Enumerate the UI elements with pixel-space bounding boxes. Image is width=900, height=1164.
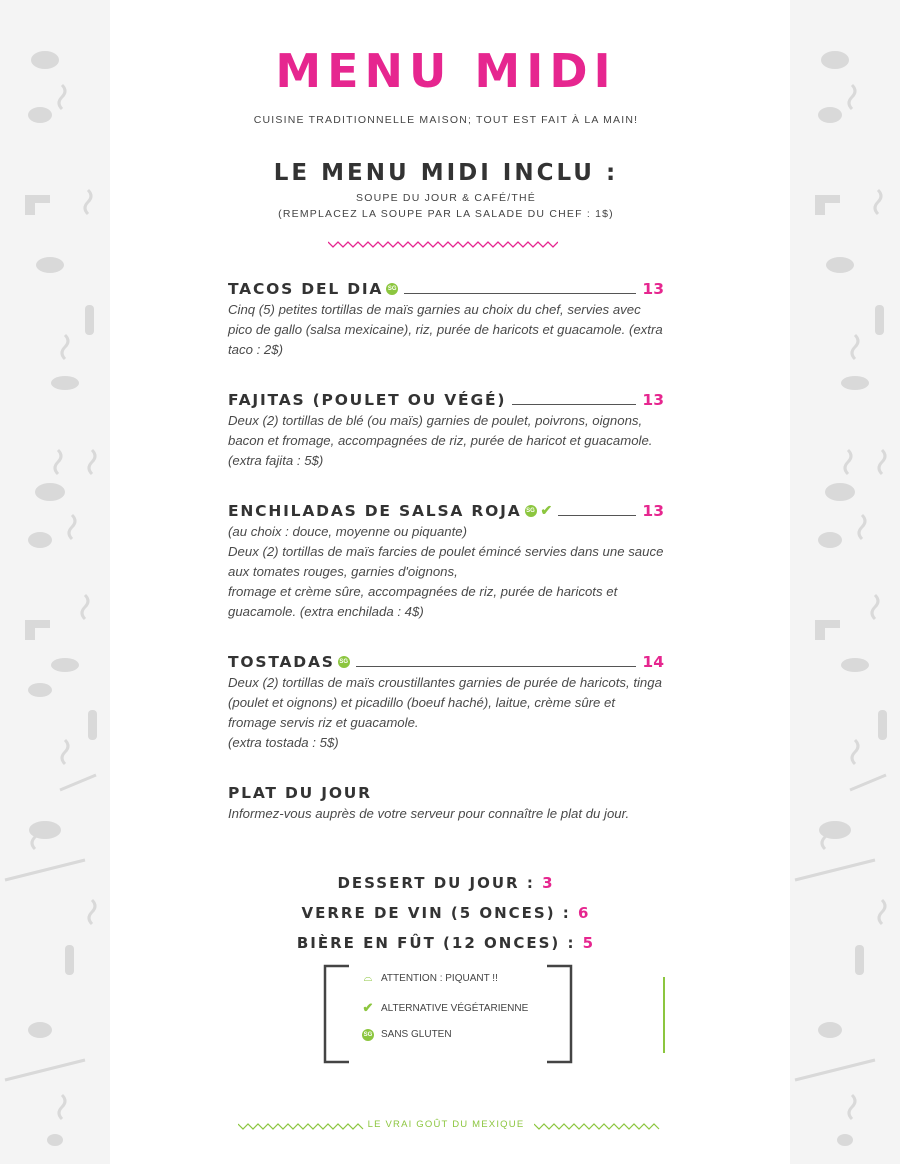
item-description-line: (au choix : douce, moyenne ou piquante)	[228, 524, 467, 539]
menu-item	[228, 651, 664, 753]
dot-leader	[356, 666, 637, 667]
green-accent-bar	[663, 977, 665, 1053]
sg-icon: SG	[362, 1029, 374, 1041]
legend-row	[361, 1000, 528, 1016]
pattern-icons	[790, 0, 900, 1164]
extra-line	[228, 874, 664, 892]
item-description	[228, 673, 664, 753]
zigzag-divider	[328, 238, 558, 250]
legend-label: SANS GLUTEN	[381, 1029, 452, 1040]
included-line-2: (REMPLACEZ LA SOUPE PAR LA SALADE DU CHEF : 1$)	[278, 208, 614, 220]
included-title: LE MENU MIDI INCLU :	[273, 160, 619, 186]
extra-line	[228, 934, 664, 952]
item-description-line: Deux (2) tortillas de maïs farcies de poulet émincé servies dans une sauce aux tomates rouges, garnies d'oignons,	[228, 544, 664, 579]
legend-label: ALTERNATIVE VÉGÉTARIENNE	[381, 1002, 529, 1014]
menu-item	[228, 278, 664, 360]
pepper-icon: ⌓	[363, 972, 373, 984]
extra-label: VERRE DE VIN (5 ONCES) :	[301, 904, 579, 922]
legend-row	[361, 972, 498, 985]
item-name: FAJITAS (POULET OU VÉGÉ)	[228, 391, 507, 409]
item-description-line: fromage et crème sûre, accompagnées de riz, purée de haricots et guacamole. (extra enchilada : 4$)	[228, 584, 618, 619]
pattern-icons	[0, 0, 110, 1164]
extra-price: 6	[578, 904, 591, 922]
legend-row	[361, 1028, 452, 1041]
item-name: PLAT DU JOUR	[228, 784, 372, 802]
item-price: 13	[642, 391, 664, 409]
tagline: LE VRAI GOÛT DU MEXIQUE	[367, 1119, 525, 1130]
menu-content	[228, 0, 664, 1164]
veg-icon: ✔	[540, 502, 553, 518]
menu-item	[228, 500, 664, 622]
menu-item	[228, 389, 664, 471]
zigzag-right	[534, 1121, 660, 1131]
item-description: Informez-vous auprès de votre serveur pour connaître le plat du jour.	[228, 806, 630, 821]
item-name: TACOS DEL DIA	[228, 280, 384, 298]
item-name: TOSTADAS	[228, 653, 335, 671]
dot-leader	[512, 404, 636, 405]
item-description: Deux (2) tortillas de blé (ou maïs) garnies de poulet, poivrons, oignons, bacon et fromage, accompagnées de riz, purée de haricot et guacamole. (extra fajita : 5$)	[228, 413, 653, 468]
item-description-line: (extra tostada : 5$)	[228, 735, 339, 750]
extra-price: 3	[542, 874, 555, 892]
page-subtitle: CUISINE TRADITIONNELLE MAISON; TOUT EST FAIT À LA MAIN!	[253, 114, 639, 126]
item-price: 13	[642, 502, 664, 520]
extra-label: BIÈRE EN FÛT (12 ONCES) :	[296, 934, 583, 952]
included-line-1: SOUPE DU JOUR & CAFÉ/THÉ	[356, 192, 536, 204]
dot-leader	[404, 293, 636, 294]
left-pattern-panel	[0, 0, 110, 1164]
dot-leader	[558, 515, 636, 516]
item-name: ENCHILADAS DE SALSA ROJA	[228, 502, 522, 520]
item-price: 14	[642, 653, 664, 671]
sg-icon: SG	[338, 656, 350, 668]
extra-line	[228, 904, 664, 922]
veg-icon: ✔	[362, 1000, 374, 1015]
item-price: 13	[642, 280, 664, 298]
sg-icon: SG	[525, 505, 537, 517]
legend-box	[323, 964, 573, 1064]
legend-label: ATTENTION : PIQUANT !!	[381, 973, 498, 984]
item-description-line: Deux (2) tortillas de maïs croustillantes garnies de purée de haricots, tinga (poulet et oignons) et picadillo (boeuf haché), laitue, crème sûre et fromage servis riz et guacamole.	[228, 675, 662, 730]
extra-label: DESSERT DU JOUR :	[337, 874, 543, 892]
right-pattern-panel	[790, 0, 900, 1164]
item-description: Cinq (5) petites tortillas de maïs garnies au choix du chef, servies avec pico de gallo (salsa mexicaine), riz, purée de haricots et guacamole. (extra taco : 2$)	[228, 302, 663, 357]
page-title: MENU MIDI	[275, 44, 617, 98]
extra-price: 5	[582, 934, 596, 952]
sg-icon: SG	[386, 283, 398, 295]
menu-item	[228, 782, 664, 824]
item-description	[228, 522, 664, 622]
